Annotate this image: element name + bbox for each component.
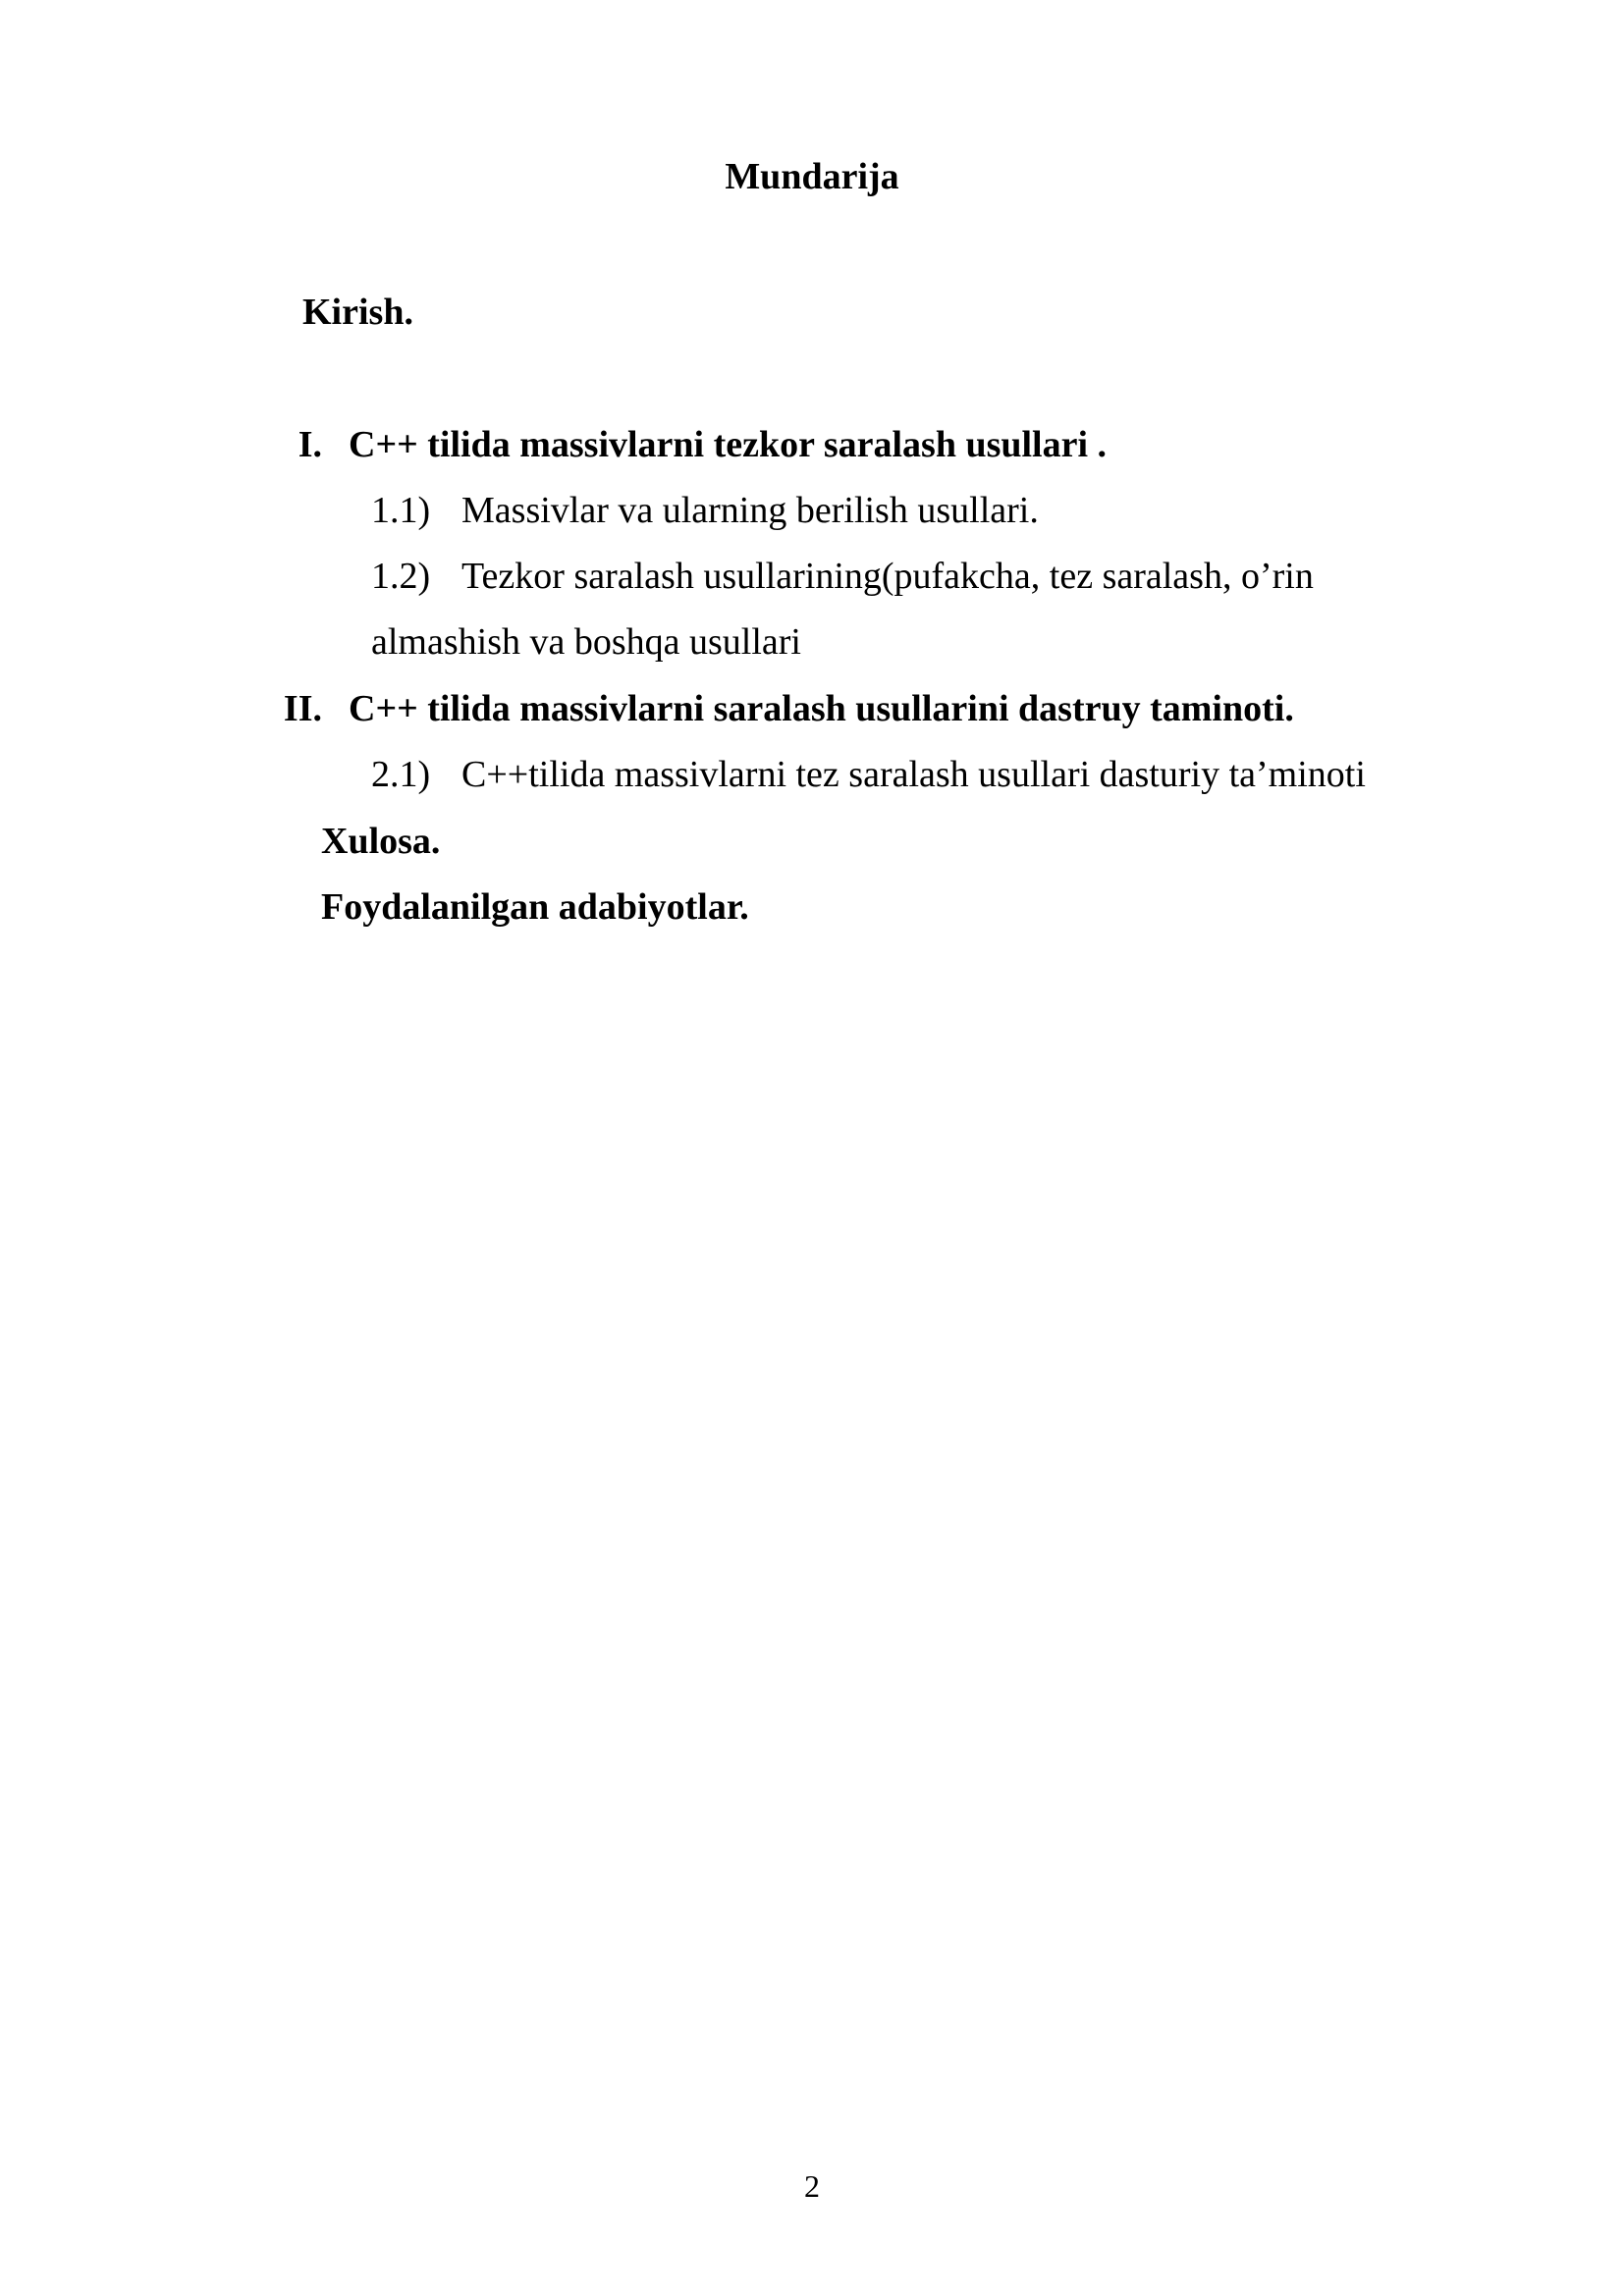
toc-section-title: C++ tilida massivlarni tezkor saralash usullari . [349,424,1108,465]
toc-subsection-text: C++tilida massivlarni tez saralash usullari dasturiy ta’minoti [461,754,1366,795]
toc-subsection-number: 1.2) [371,556,431,597]
toc-references: Foydalanilgan adabiyotlar. [321,886,749,928]
page-number: 2 [804,2168,820,2204]
toc-section-title: C++ tilida massivlarni saralash usullarini dastruy taminoti. [349,688,1294,729]
toc-subsection-continuation: almashish va boshqa usullari [371,621,801,663]
toc-section-number: II. [283,688,322,729]
toc-conclusion: Xulosa. [321,821,441,862]
page-title: Mundarija [725,156,899,197]
toc-subsection-number: 2.1) [371,754,431,795]
toc-subsection-text: Massivlar va ularning berilish usullari. [461,490,1039,531]
toc-subsection-number: 1.1) [371,490,431,531]
toc-subsection-text: Tezkor saralash usullarining(pufakcha, tez saralash, o’rin [461,556,1314,597]
toc-section-number: I. [298,424,322,465]
toc-intro: Kirish. [302,292,413,333]
